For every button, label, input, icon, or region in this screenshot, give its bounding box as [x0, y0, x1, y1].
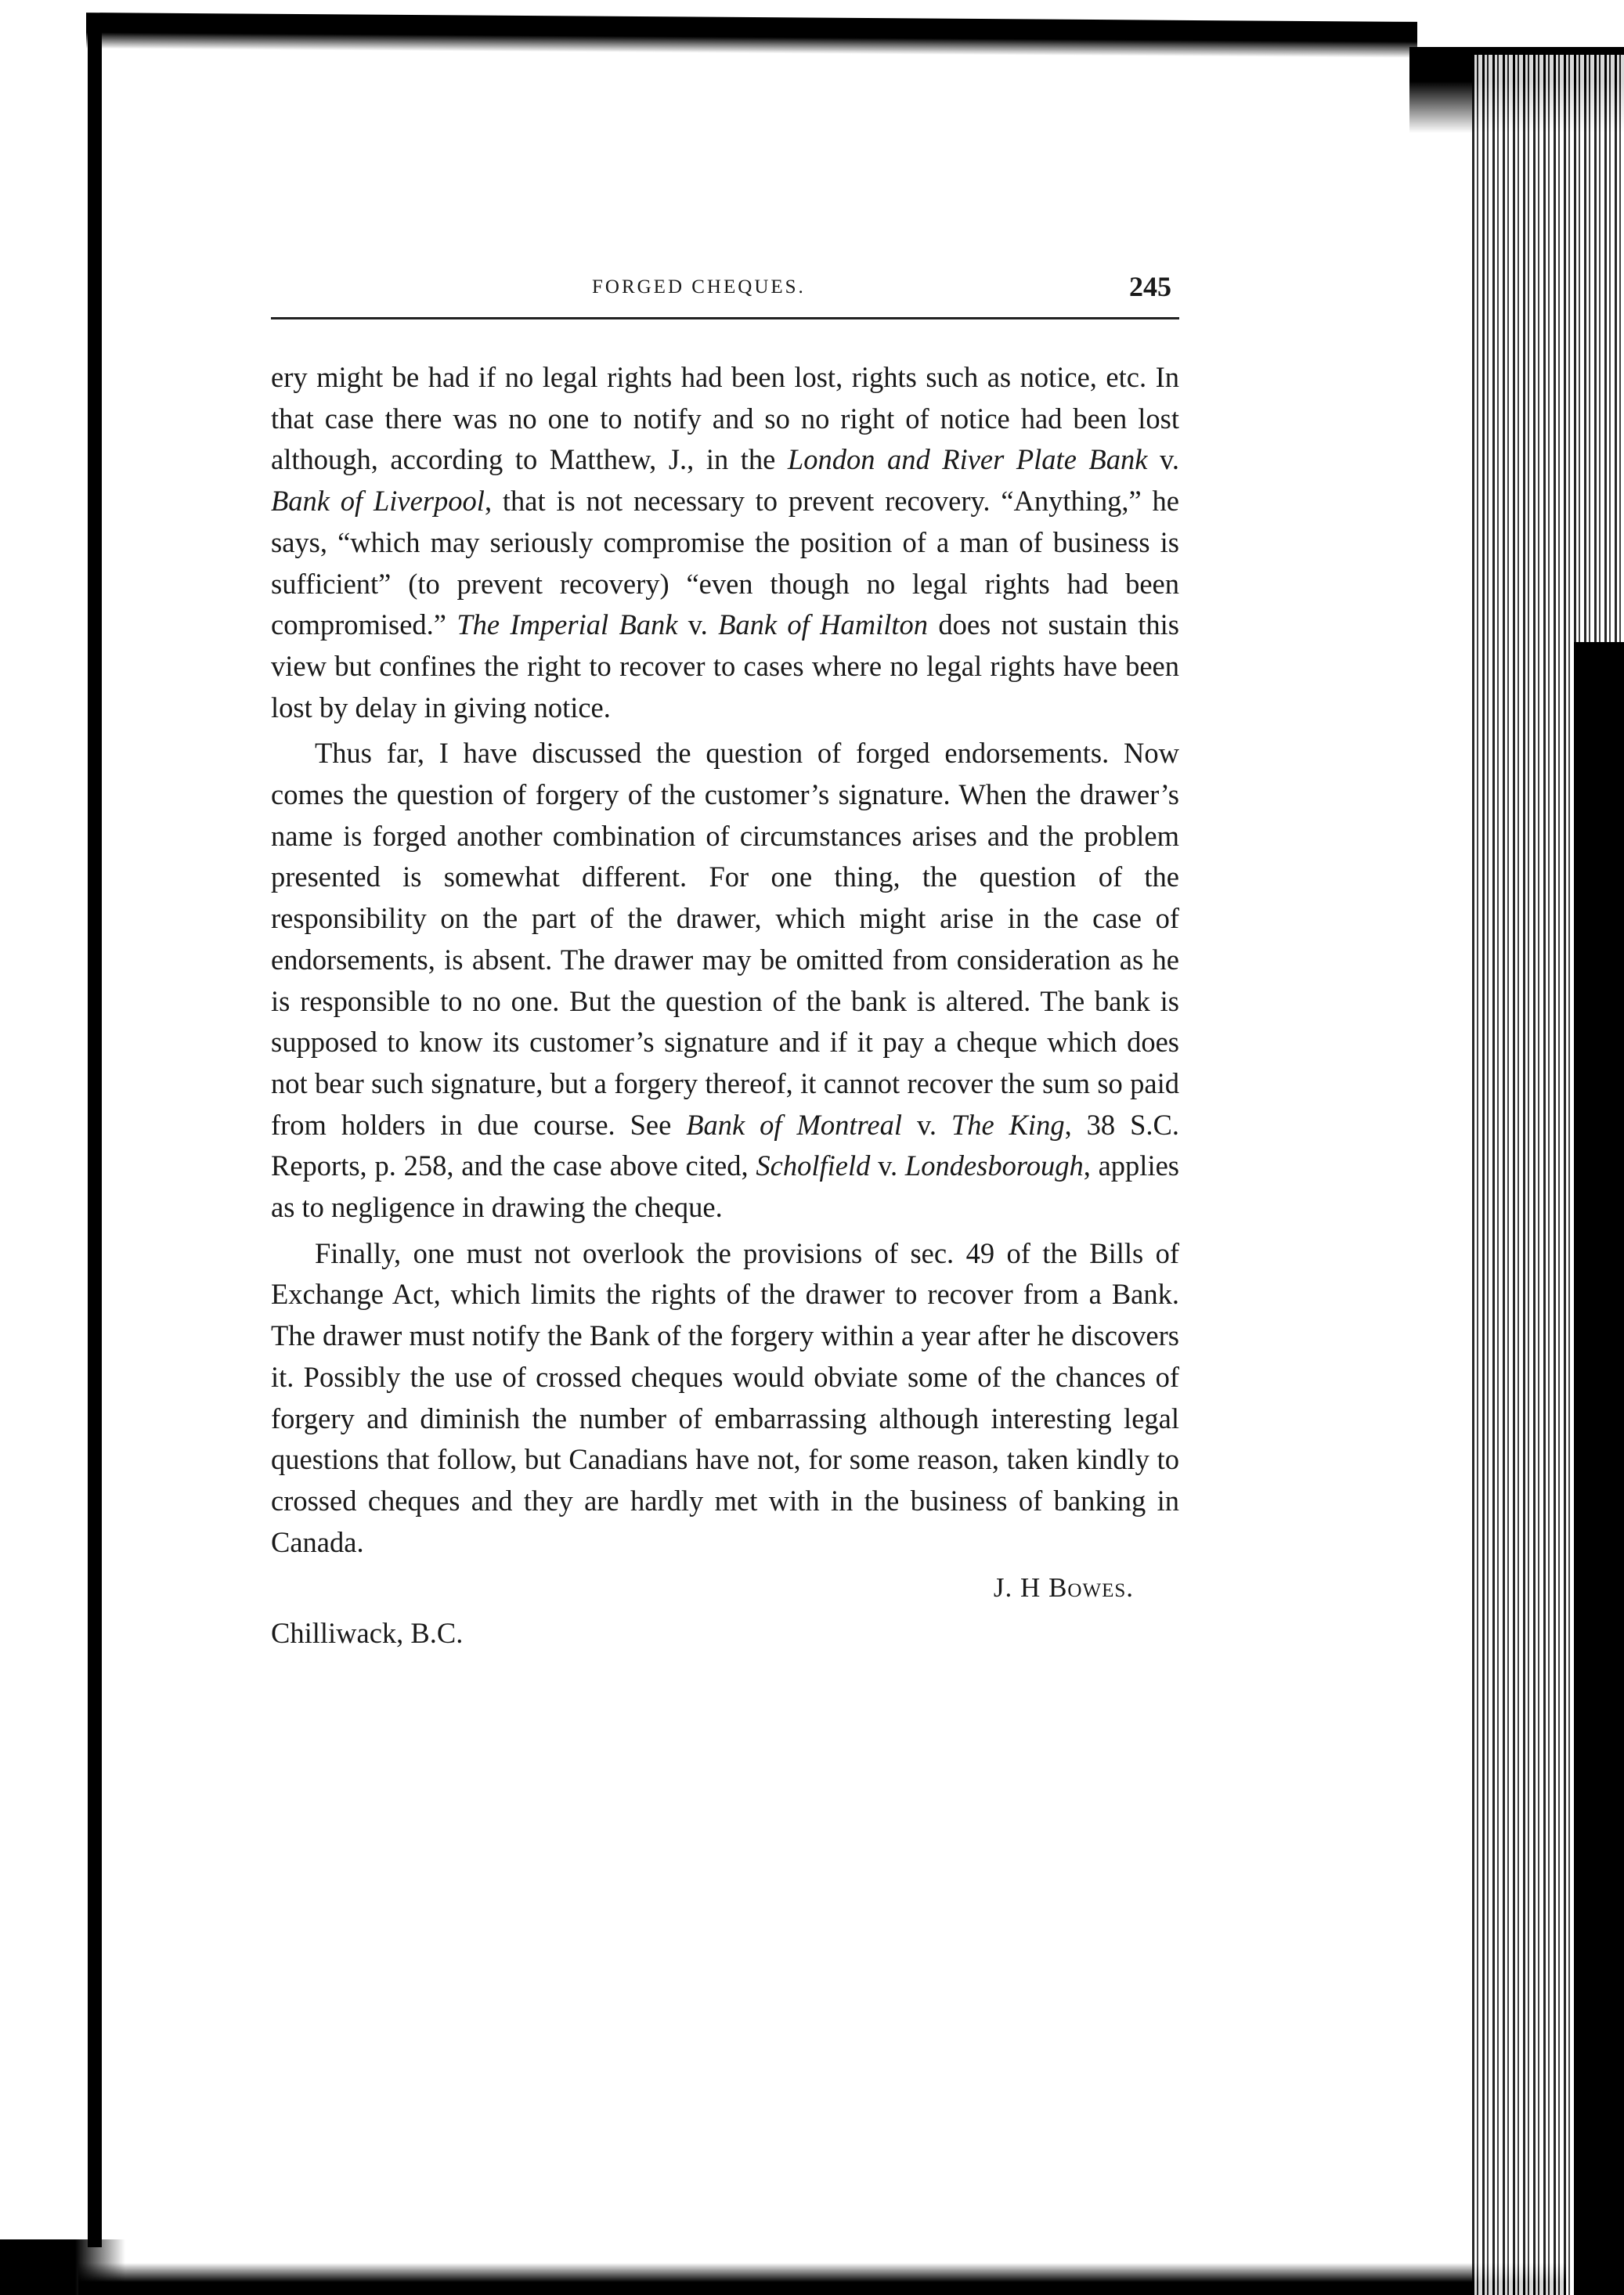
- case-name: The King: [951, 1108, 1065, 1141]
- scan-border-left: [88, 23, 102, 2247]
- paragraph-3: [271, 1233, 1179, 1564]
- case-name: Scholfield: [756, 1149, 871, 1182]
- text-run: v.: [677, 608, 719, 641]
- place-line: Chilliwack, B.C.: [271, 1617, 464, 1650]
- text-run: does not sustain this view but confines the right to recover to cases where no legal rights have been lost by delay in giving notice.: [271, 608, 1179, 724]
- text-run: ery might be had if no legal rights had been lost, rights such as notice, etc. In that case there was no one to notify and so no right of notice had been lost although, according to Matthew, J., in the: [271, 361, 1179, 476]
- book-page: [271, 270, 1179, 1654]
- text-run: , 38 S.C. Reports, p. 258, and the case above cited,: [271, 1108, 1179, 1182]
- scan-border-top: [86, 13, 1417, 58]
- text-run: v.: [870, 1149, 905, 1182]
- scan-border-bottom: [78, 2263, 1566, 2295]
- header-rule: [271, 317, 1179, 319]
- text-run: v.: [902, 1108, 951, 1141]
- text-run: , applies as to negligence in drawing the cheque.: [271, 1149, 1179, 1224]
- case-name: Bank of Montreal: [686, 1108, 902, 1141]
- body-text: [271, 357, 1179, 1563]
- case-name: The Imperial Bank: [457, 608, 678, 641]
- text-run: Thus far, I have discussed the question of forged endorsements. Now comes the question of forgery of the customer’s signature. When the drawer’s name is forged another combination of circumstances arises and the problem presented is somewhat different. For one thing, the question of the responsibility on the part of the drawer, which might arise in the case of endorsements, is absent. The drawer may be omitted from consideration as he is responsible to no one. But the question of the bank is altered. The bank is supposed to know its customer’s signature and if it pay a cheque which does not bear such signature, but a forgery thereof, it cannot recover the sum so paid from holders in due course. See: [271, 737, 1179, 1141]
- case-name: Bank of Hamilton: [718, 608, 929, 641]
- text-run: , that is not necessary to prevent recovery. “Anything,” he says, “which may seriously compromise the position of a man of business is sufficient” (to prevent recovery) “even though no legal rights had been compromised.”: [271, 485, 1179, 641]
- case-name: London and River Plate Bank: [787, 443, 1148, 476]
- case-name: Londesborough: [904, 1149, 1084, 1182]
- paragraph-2: [271, 733, 1179, 1228]
- page-number: 245: [1129, 271, 1171, 302]
- author-signature: J. H Bowes.: [993, 1572, 1134, 1604]
- running-title: FORGED CHEQUES.: [592, 276, 806, 298]
- case-name: Bank of Liverpool: [271, 485, 485, 518]
- text-run: v.: [1147, 443, 1179, 476]
- running-head: [271, 270, 1179, 317]
- scan-border-right-edge: [1574, 642, 1624, 2295]
- text-run: Finally, one must not overlook the provisions of sec. 49 of the Bills of Exchange Act, which limits the rights of the drawer to recover from a Bank. The drawer must notify the Bank of the forgery within a year after he discovers it. Possibly the use of crossed cheques would obviate some of the chances of forgery and diminish the number of embarrassing although interesting legal questions that follow, but Canadians have not, for some reason, taken kindly to crossed cheques and they are hardly met with in the business of banking in Canada.: [271, 1236, 1179, 1558]
- paragraph-1: [271, 357, 1179, 728]
